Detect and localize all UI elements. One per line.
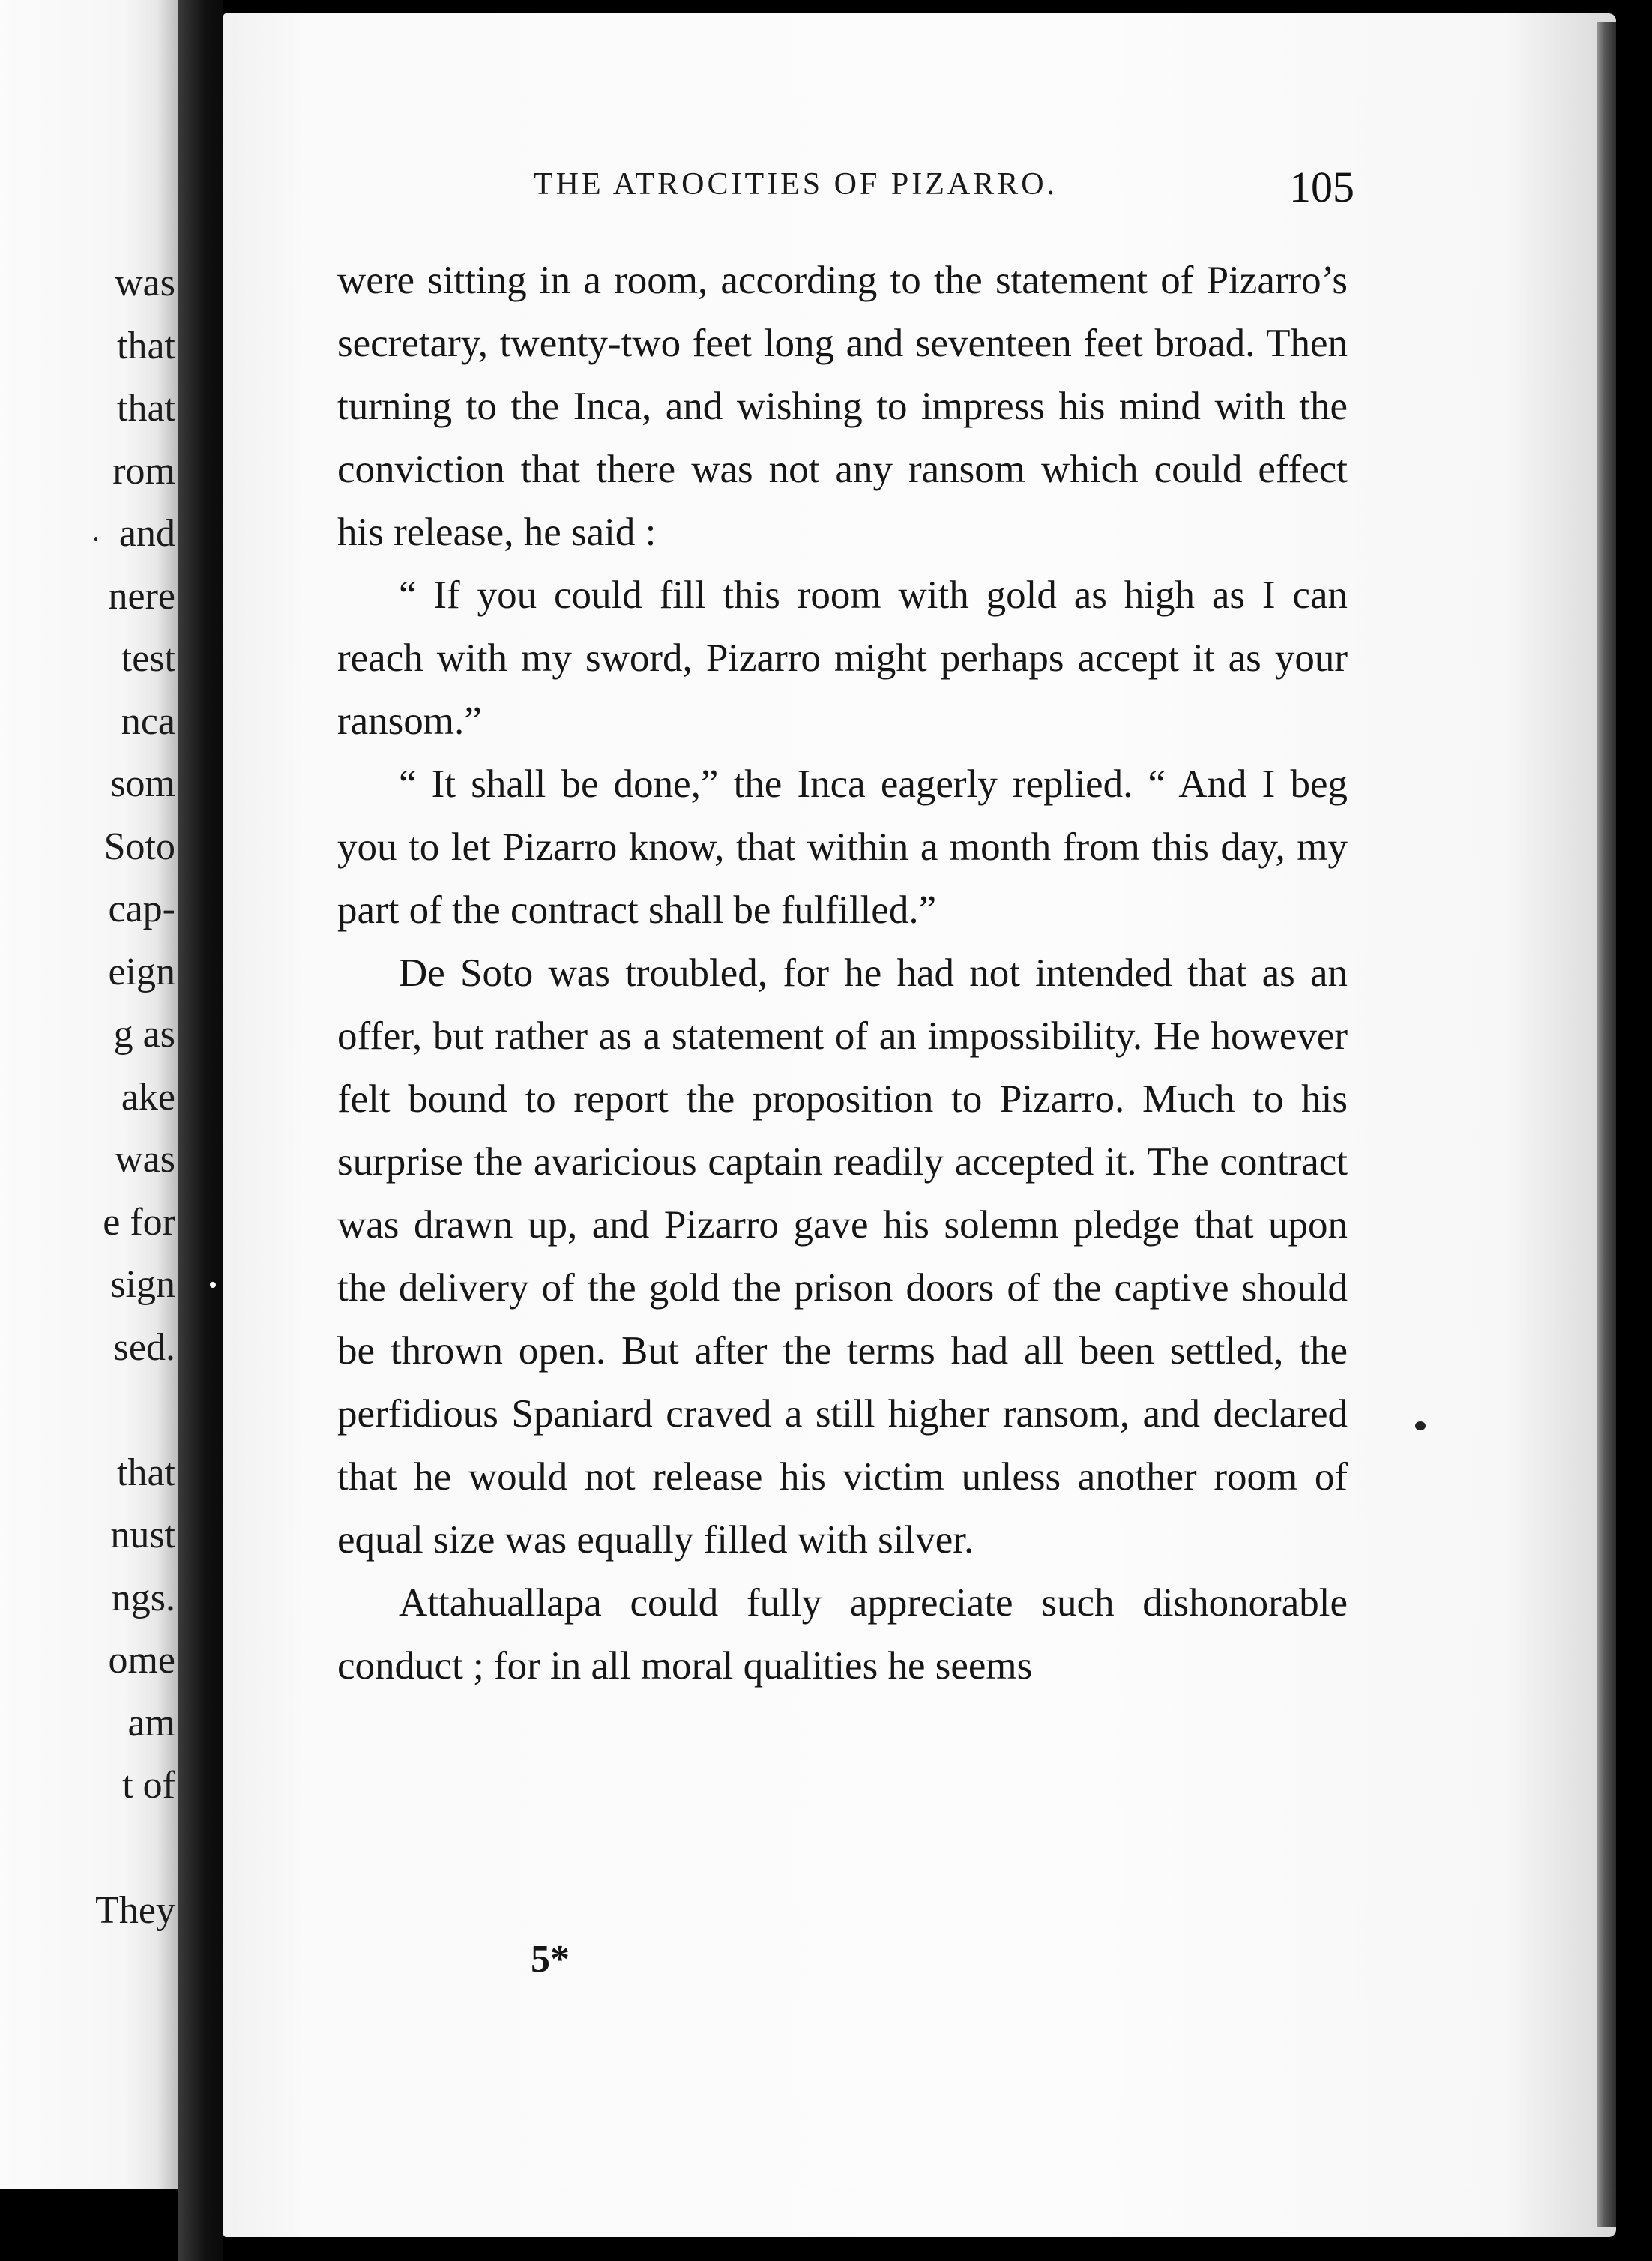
left-page-line-fragment: t of	[122, 1764, 175, 1807]
running-head: THE ATROCITIES OF PIZARRO.	[534, 167, 1058, 202]
left-page-line-fragment: was	[115, 262, 175, 304]
ink-speck	[1415, 1421, 1426, 1430]
left-page-line-fragment: Soto	[103, 825, 175, 868]
left-page-line-fragment: test	[121, 637, 175, 680]
paragraph: De Soto was troubled, for he had not intended that as an offer, but rather as a statement of an impossibility. He however felt bound to report the proposition to Pizarro. Much to his surprise the avaricious captain readily accepted it. The contract was drawn up, and Pizarro gave his solemn pledge that upon the delivery of the gold the prison doors of the captive should be thrown open. But after the terms had all been settled, the perfidious Spaniard craved a still higher ransom, and declared that he would not release his victim unless another room of equal size was equally filled with silver.	[337, 951, 1348, 1562]
left-page-line-fragment: nust	[110, 1514, 175, 1556]
body-text	[337, 249, 1348, 1697]
paragraph: “ It shall be done,” the Inca eagerly replied. “ And I beg you to let Pizarro know, that within a month from this day, my part of the contract shall be fulfilled.”	[337, 762, 1348, 932]
left-page-line-fragment: nere	[108, 574, 175, 618]
paragraph: “ If you could fill this room with gold as high as I can reach with my sword, Pizarro might perhaps accept it as your ransom.”	[337, 573, 1348, 743]
left-page-line-fragment: som	[110, 762, 175, 805]
left-page-line-fragment: and	[118, 512, 175, 555]
paragraph: were sitting in a room, according to the statement of Pizarro’s secretary, twenty-two feet long and seventeen feet broad. Then turning to the Inca, and wishing to impress his mind with the conviction that there was not any ransom which could effect his release, he said :	[337, 259, 1348, 554]
left-page-line-fragment: ake	[121, 1075, 175, 1119]
paragraph: Attahuallapa could fully appreciate such dishonorable conduct ; for in all moral qualities he seems	[337, 1581, 1348, 1688]
left-page-line-fragment: e for	[103, 1200, 175, 1244]
left-page-line-fragment: that	[117, 324, 175, 367]
signature-mark: 5*	[531, 1938, 570, 1981]
left-page-line-fragment: eign	[108, 950, 175, 993]
left-page	[0, 0, 178, 2189]
left-page-line-fragment: sign	[110, 1263, 175, 1306]
left-page-line-fragment: sed.	[113, 1325, 175, 1369]
book-gutter	[178, 0, 223, 2261]
page-number: 105	[1289, 163, 1354, 211]
ink-speck	[210, 1282, 216, 1288]
ink-speck	[94, 537, 97, 541]
left-page-line-fragment: was	[115, 1138, 175, 1181]
left-page-line-fragment: nca	[121, 699, 175, 743]
left-page-line-fragment: rom	[112, 449, 175, 493]
left-page-line-fragment: cap-	[108, 888, 175, 930]
left-page-line-fragment: that	[117, 387, 175, 430]
page-edge	[1597, 22, 1616, 2227]
left-page-line-fragment: am	[127, 1701, 175, 1744]
left-page-line-fragment: ngs.	[111, 1576, 175, 1619]
left-page-line-fragment: that	[117, 1451, 175, 1494]
left-page-line-fragment: g as	[113, 1013, 175, 1056]
left-page-line-fragment: ome	[108, 1639, 175, 1682]
left-page-line-fragment: They	[95, 1889, 175, 1932]
